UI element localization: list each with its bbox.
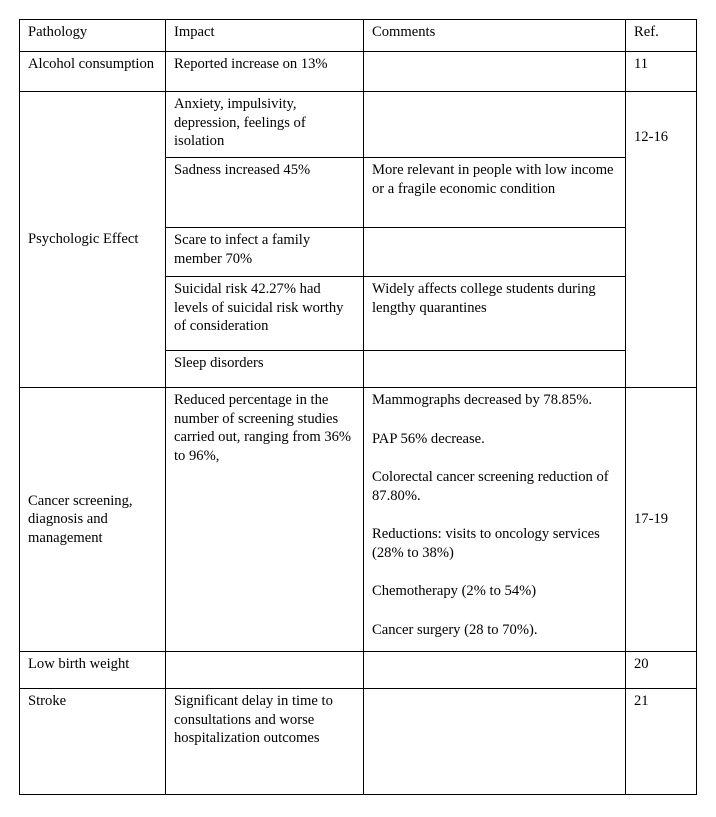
ref-value-psychologic: 12-16 [634,129,669,145]
impact-cell-psychologic-1: Anxiety, impulsivity, depression, feelings of isolation [166,92,364,158]
comments-cell-psychologic-1 [364,92,626,158]
pathology-cell-low-birth-weight: Low birth weight [20,652,166,689]
table-row [20,689,697,795]
table-row [20,652,697,689]
table-row [20,388,697,652]
impact-cell-low-birth-weight [166,652,364,689]
ref-cell-alcohol: 11 [626,52,697,92]
ref-cell-psychologic [626,92,697,388]
impact-cell-alcohol: Reported increase on 13% [166,52,364,92]
pathology-cell-alcohol: Alcohol consumption [20,52,166,92]
comment-line: Colorectal cancer screening reduction of 87.80%. [372,469,609,504]
impact-cell-psychologic-5: Sleep disorders [166,351,364,388]
impact-cell-stroke: Significant delay in time to consultations and worse hospitalization outcomes [166,689,364,795]
comments-cell-psychologic-3 [364,228,626,277]
comment-line: Reductions: visits to oncology services (28% to 38%) [372,526,600,561]
pathology-impact-table [19,19,697,795]
comment-line: PAP 56% decrease. [372,430,485,447]
comments-cell-psychologic-4: Widely affects college students during lengthy quarantines [364,277,626,351]
header-impact: Impact [166,20,364,52]
comment-line: Chemotherapy (2% to 54%) [372,583,537,599]
pathology-cell-psychologic: Psychologic Effect [20,92,166,388]
comments-cell-psychologic-5 [364,351,626,388]
comments-cell-low-birth-weight [364,652,626,689]
impact-cell-psychologic-4: Suicidal risk 42.27% had levels of suicidal risk worthy of consideration [166,277,364,351]
impact-cell-psychologic-3: Scare to infect a family member 70% [166,228,364,277]
header-ref: Ref. [626,20,697,52]
header-pathology: Pathology [20,20,166,52]
ref-cell-cancer: 17-19 [626,388,697,652]
ref-cell-low-birth-weight: 20 [626,652,697,689]
comments-cell-alcohol [364,52,626,92]
pathology-cell-stroke: Stroke [20,689,166,795]
comment-line: Cancer surgery (28 to 70%). [372,621,538,638]
table-row [20,52,697,92]
comments-cell-cancer [364,388,626,652]
comments-cell-psychologic-2: More relevant in people with low income or a fragile economic condition [364,158,626,228]
impact-cell-psychologic-2: Sadness increased 45% [166,158,364,228]
comments-cell-stroke [364,689,626,795]
impact-cell-cancer: Reduced percentage in the number of screening studies carried out, ranging from 36% to 96%, [166,388,364,652]
comment-line: Mammographs decreased by 78.85%. [372,392,593,408]
header-row [20,20,697,52]
table-row [20,92,697,158]
header-comments: Comments [364,20,626,52]
pathology-cell-cancer: Cancer screening, diagnosis and management [20,388,166,652]
ref-cell-stroke: 21 [626,689,697,795]
